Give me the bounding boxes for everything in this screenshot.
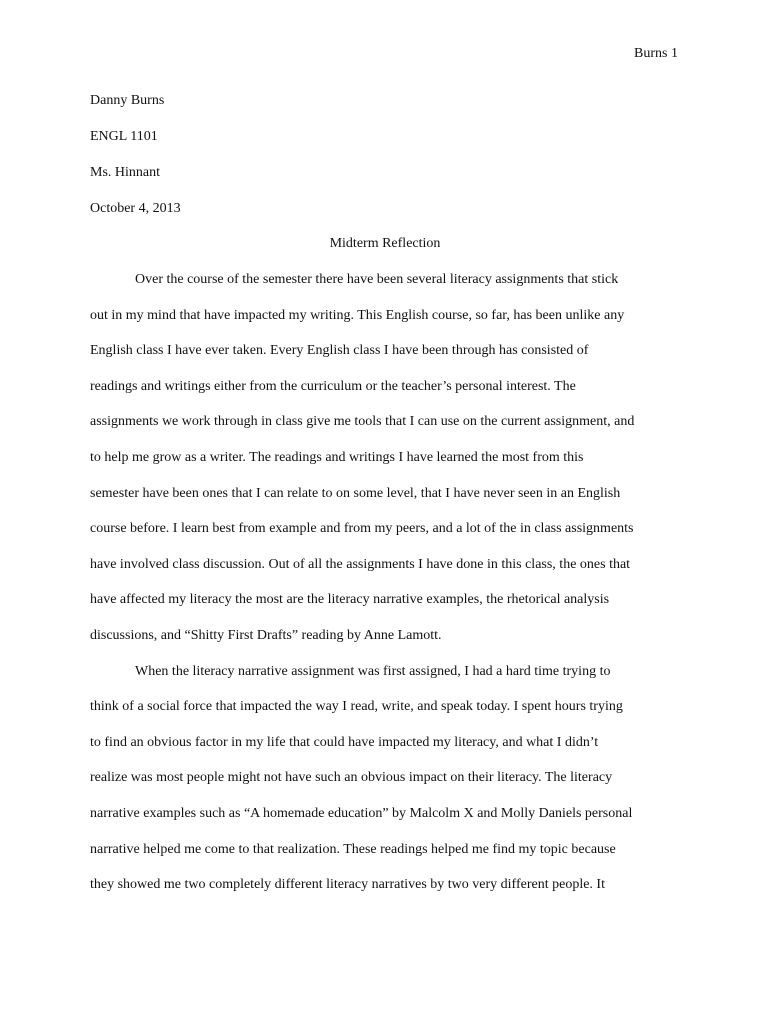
paragraph-line: assignments we work through in class give me tools that I can use on the current assignment, and — [90, 414, 635, 430]
paragraph-line: realize was most people might not have such an obvious impact on their literacy. The literacy — [90, 770, 613, 786]
paragraph-line: course before. I learn best from example and from my peers, and a lot of the in class assignments — [90, 521, 634, 537]
paragraph-line: they showed me two completely different literacy narratives by two very different people. It — [90, 877, 605, 893]
paragraph-line: have affected my literacy the most are the literacy narrative examples, the rhetorical analysis — [90, 592, 610, 608]
paragraph-line: readings and writings either from the curriculum or the teacher’s personal interest. The — [90, 378, 576, 394]
paragraph-line: narrative helped me come to that realization. These readings helped me find my topic because — [90, 841, 616, 857]
paragraph-line: English class I have ever taken. Every English class I have been through has consisted of — [90, 343, 589, 359]
paragraph-line: discussions, and “Shitty First Drafts” reading by Anne Lamott. — [90, 627, 442, 643]
paragraph-line: out in my mind that have impacted my writing. This English course, so far, has been unlike any — [90, 307, 625, 323]
course-name: ENGL 1101 — [90, 129, 158, 144]
paragraph-line: think of a social force that impacted the way I read, write, and speak today. I spent hours trying — [90, 699, 623, 715]
paragraph-line: semester have been ones that I can relate to on some level, that I have never seen in an English — [90, 485, 621, 501]
essay-title: Midterm Reflection — [329, 236, 441, 251]
instructor-name: Ms. Hinnant — [90, 165, 160, 180]
paragraph-line: narrative examples such as “A homemade education” by Malcolm X and Molly Daniels personal — [90, 805, 633, 821]
paragraph-line: to find an obvious factor in my life that could have impacted my literacy, and what I didn’t — [90, 734, 599, 750]
paragraph-line: Over the course of the semester there have been several literacy assignments that stick — [135, 272, 619, 287]
document-date: October 4, 2013 — [90, 201, 181, 216]
paragraph-line: When the literacy narrative assignment was first assigned, I had a hard time trying to — [135, 663, 611, 679]
paragraph-line: to help me grow as a writer. The readings and writings I have learned the most from this — [90, 449, 584, 465]
running-head: Burns 1 — [634, 46, 678, 61]
essay-body — [90, 271, 680, 912]
mla-heading — [90, 92, 680, 236]
student-name: Danny Burns — [90, 93, 165, 108]
paragraph-line: have involved class discussion. Out of all the assignments I have done in this class, the ones that — [90, 556, 631, 572]
